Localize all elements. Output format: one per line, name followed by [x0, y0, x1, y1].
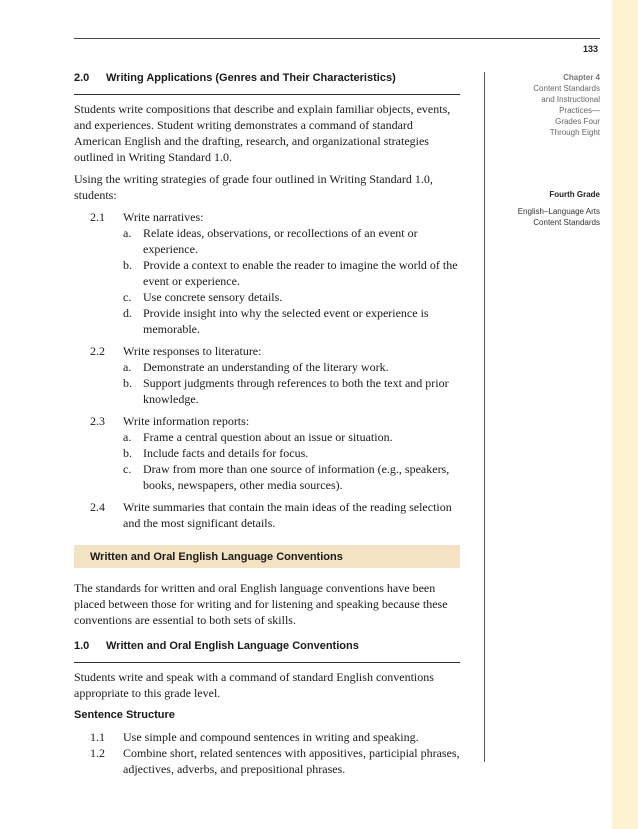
standard-item	[74, 343, 460, 407]
standard-text: Write responses to literature:	[123, 344, 262, 358]
standard-number: 1.2	[90, 746, 105, 760]
standard-item	[74, 729, 460, 745]
standard-text: Combine short, related sentences with appositives, participial phrases, adjectives, adverbs, and prepositional phrases.	[123, 746, 460, 776]
writing-applications-heading	[74, 70, 460, 95]
sidebar-grade-label: Fourth Grade	[549, 190, 600, 199]
sub-text: Provide a context to enable the reader to imagine the world of the event or experience.	[143, 258, 458, 288]
sidebar-chapter-line: Practices—	[559, 106, 600, 115]
standard-item	[74, 209, 460, 337]
sub-letter: a.	[123, 430, 132, 444]
sub-text: Demonstrate an understanding of the literary work.	[143, 360, 389, 374]
sub-item	[123, 429, 460, 445]
conventions-band-heading: Written and Oral English Language Conventions	[74, 545, 460, 568]
sub-text: Provide insight into why the selected event or experience is memorable.	[143, 306, 429, 336]
sub-letter: b.	[123, 376, 132, 390]
standard-number: 2.4	[90, 500, 105, 514]
sub-item	[123, 225, 460, 257]
sub-text: Support judgments through references to both the text and prior knowledge.	[143, 376, 449, 406]
page-number: 133	[582, 44, 598, 54]
sub-item	[123, 445, 460, 461]
sub-letter: b.	[123, 258, 132, 272]
sub-item	[123, 257, 460, 289]
sub-letter: a.	[123, 226, 132, 240]
right-margin-band	[612, 0, 638, 829]
sub-item	[123, 461, 460, 493]
sidebar-grade-line: Content Standards	[533, 218, 600, 227]
standard-text: Write information reports:	[123, 414, 250, 428]
sub-letter: b.	[123, 446, 132, 460]
standard-text: Write narratives:	[123, 210, 204, 224]
sub-item	[123, 305, 460, 337]
sub-text: Draw from more than one source of information (e.g., speakers, books, newspapers, other media sources).	[143, 462, 450, 492]
sidebar-chapter-line: and Instructional	[541, 95, 600, 104]
sidebar-divider	[484, 72, 485, 762]
heading-title: Written and Oral English Language Conventions	[106, 640, 359, 652]
heading-number: 1.0	[74, 640, 90, 652]
standard-number: 1.1	[90, 730, 105, 744]
sub-text: Frame a central question about an issue or situation.	[143, 430, 393, 444]
sentence-structure-subhead: Sentence Structure	[74, 709, 175, 721]
sub-letter: c.	[123, 462, 132, 476]
heading-title: Writing Applications (Genres and Their Characteristics)	[106, 72, 396, 84]
header-rule	[74, 38, 600, 39]
sidebar-chapter-line: Content Standards	[533, 84, 600, 93]
standard-text: Write summaries that contain the main ideas of the reading selection and the most significant details.	[123, 500, 452, 530]
standard-number: 2.2	[90, 344, 105, 358]
standard-item	[74, 413, 460, 493]
standard-item	[74, 745, 460, 777]
sub-letter: a.	[123, 360, 132, 374]
sidebar-chapter-info	[492, 72, 600, 138]
writing-applications-lead: Using the writing strategies of grade four outlined in Writing Standard 1.0, students:	[74, 172, 433, 202]
standard-number: 2.1	[90, 210, 105, 224]
sub-text: Relate ideas, observations, or recollections of an event or experience.	[143, 226, 418, 256]
sub-letter: c.	[123, 290, 132, 304]
sub-text: Use concrete sensory details.	[143, 290, 283, 304]
main-column	[74, 70, 460, 777]
sidebar-grade-line: English–Language Arts	[517, 207, 600, 216]
conventions-standard-intro: Students write and speak with a command of standard English conventions appropriate to this grade level.	[74, 670, 434, 700]
sidebar-chapter-line: Grades Four	[555, 117, 600, 126]
writing-applications-intro: Students write compositions that describe and explain familiar objects, events, and experiences. Student writing demonstrates a command of standard American English and the drafting, research, and organizational strategies outlined in Writing Standard 1.0.	[74, 102, 451, 164]
standard-item	[74, 499, 460, 531]
standard-text: Use simple and compound sentences in writing and speaking.	[123, 730, 419, 744]
conventions-heading	[74, 638, 460, 663]
sub-item	[123, 375, 460, 407]
standard-number: 2.3	[90, 414, 105, 428]
sidebar-grade-info	[492, 189, 600, 228]
heading-number: 2.0	[74, 72, 90, 84]
sub-text: Include facts and details for focus.	[143, 446, 309, 460]
sidebar-chapter-label: Chapter 4	[563, 73, 600, 82]
sub-letter: d.	[123, 306, 132, 320]
sub-item	[123, 359, 460, 375]
conventions-intro: The standards for written and oral English language conventions have been placed between those for writing and for listening and speaking because these conventions are essential to both sets of skills.	[74, 581, 448, 627]
sub-item	[123, 289, 460, 305]
sidebar-chapter-line: Through Eight	[549, 128, 600, 137]
